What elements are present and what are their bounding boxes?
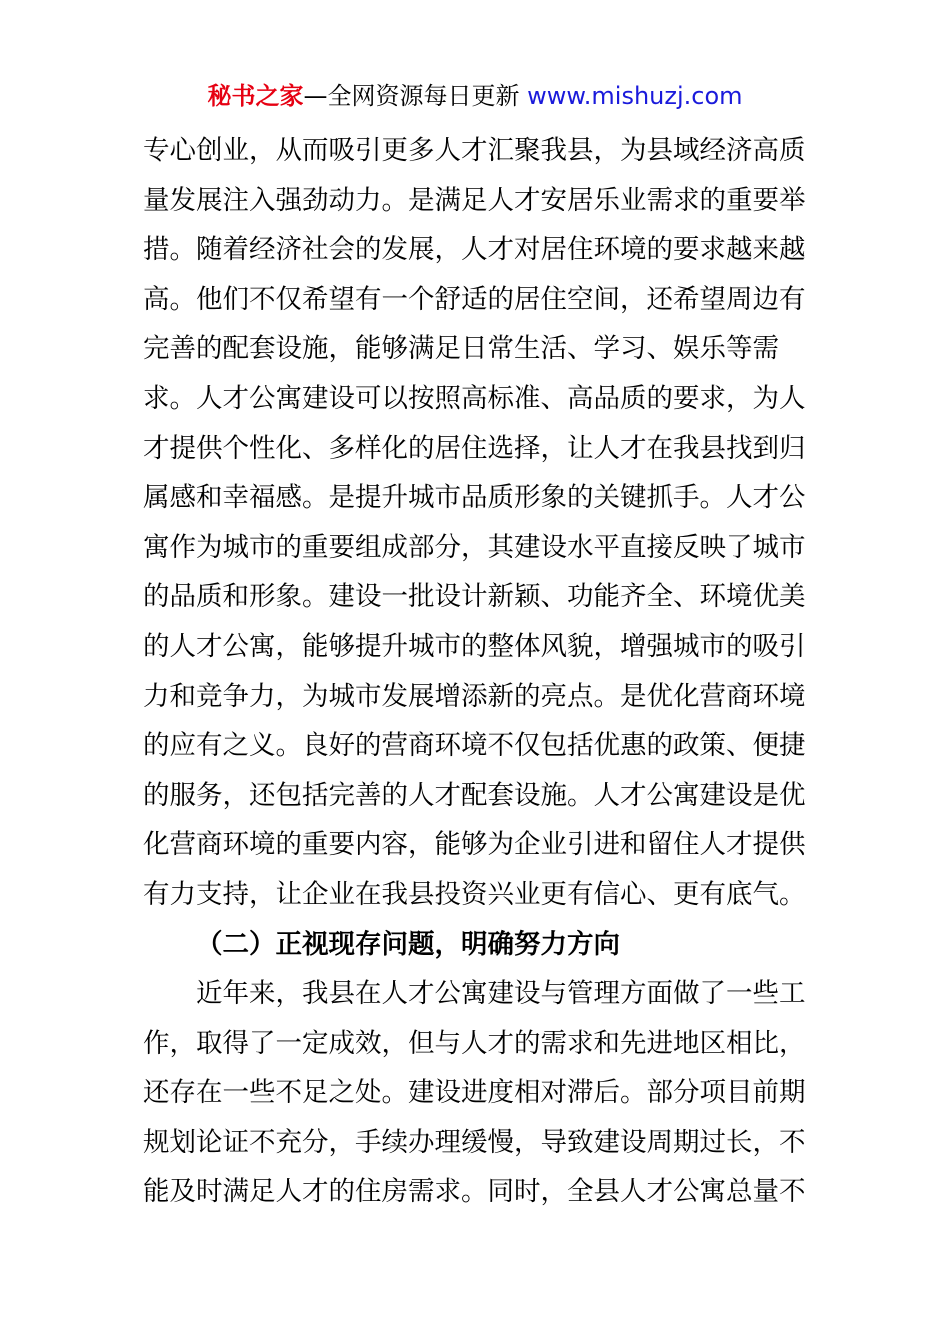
site-header bbox=[0, 78, 950, 114]
paragraph-line: 求。人才公寓建设可以按照高标准、高品质的要求，为人 bbox=[143, 382, 806, 414]
paragraph-line: 寓作为城市的重要组成部分，其建设水平直接反映了城市 bbox=[143, 531, 806, 563]
paragraph-line: 才提供个性化、多样化的居住选择，让人才在我县找到归 bbox=[143, 432, 806, 464]
paragraph-line: 措。随着经济社会的发展，人才对居住环境的要求越来越 bbox=[143, 234, 806, 266]
paragraph-line: 力和竞争力，为城市发展增添新的亮点。是优化营商环境 bbox=[143, 680, 806, 712]
paragraph-line: 近年来，我县在人才公寓建设与管理方面做了一些工 bbox=[196, 978, 806, 1010]
site-tagline: —全网资源每日更新 bbox=[303, 82, 528, 110]
paragraph-line: 的服务，还包括完善的人才配套设施。人才公寓建设是优 bbox=[143, 779, 806, 811]
paragraph-line: 专心创业，从而吸引更多人才汇聚我县，为县域经济高质 bbox=[143, 135, 806, 166]
paragraph-line: 能及时满足人才的住房需求。同时，全县人才公寓总量不 bbox=[143, 1176, 806, 1208]
site-url-link[interactable]: www.mishuzj.com bbox=[527, 82, 743, 110]
paragraph-line: 化营商环境的重要内容，能够为企业引进和留住人才提供 bbox=[143, 829, 806, 861]
paragraph-line: 还存在一些不足之处。建设进度相对滞后。部分项目前期 bbox=[143, 1077, 806, 1109]
paragraph-line: 高。他们不仅希望有一个舒适的居住空间，还希望周边有 bbox=[143, 283, 806, 315]
paragraph-line: 完善的配套设施，能够满足日常生活、学习、娱乐等需 bbox=[143, 333, 779, 365]
paragraph-line: 的品质和形象。建设一批设计新颖、功能齐全、环境优美 bbox=[143, 581, 806, 613]
paragraph-line: 量发展注入强劲动力。是满足人才安居乐业需求的重要举 bbox=[143, 184, 806, 216]
paragraph-line: 作，取得了一定成效，但与人才的需求和先进地区相比， bbox=[143, 1027, 806, 1059]
paragraph-line: 有力支持，让企业在我县投资兴业更有信心、更有底气。 bbox=[143, 878, 806, 910]
document-body bbox=[143, 126, 807, 1217]
paragraph-line: 的应有之义。良好的营商环境不仅包括优惠的政策、便捷 bbox=[143, 730, 806, 762]
paragraph-line: 规划论证不充分，手续办理缓慢，导致建设周期过长，不 bbox=[143, 1126, 806, 1158]
paragraph-line: 的人才公寓，能够提升城市的整体风貌，增强城市的吸引 bbox=[143, 630, 806, 662]
paragraph-line: 属感和幸福感。是提升城市品质形象的关键抓手。人才公 bbox=[143, 482, 806, 514]
section-heading: （二）正视现存问题，明确努力方向 bbox=[196, 928, 620, 960]
site-brand: 秘书之家 bbox=[207, 82, 304, 110]
